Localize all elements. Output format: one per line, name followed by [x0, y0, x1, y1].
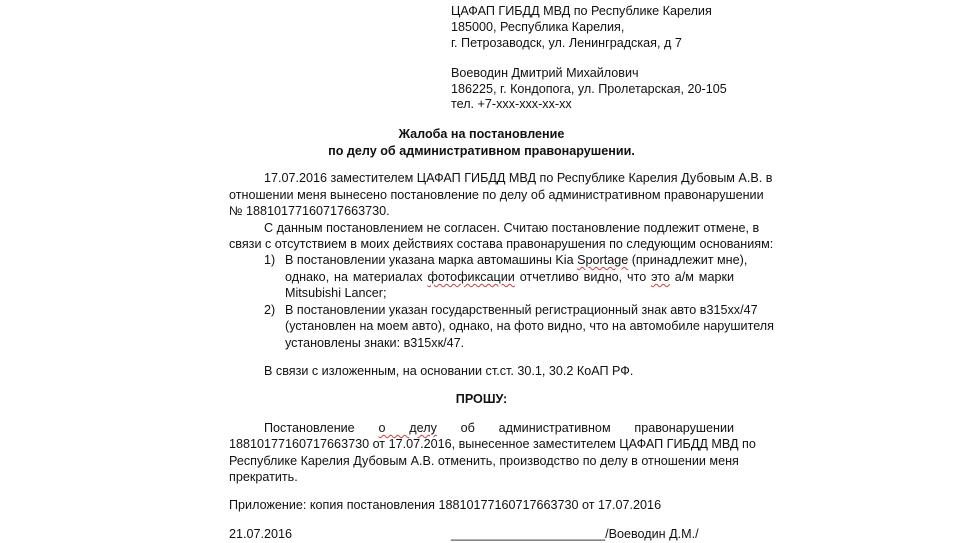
spell-underline: это — [651, 270, 670, 284]
item2-line-3: установлены знаки: в315хк/47. — [285, 336, 465, 350]
item1-number: 1) — [264, 253, 276, 267]
item1-line-2: однако, на материалах фотофиксации отчетливо видно, что это а/м марки — [285, 270, 735, 284]
sender-address: 186225, г. Кондопога, ул. Пролетарская, 20-105 — [451, 82, 727, 96]
title-line-1: Жалоба на постановление — [398, 127, 565, 141]
item2-number: 2) — [264, 303, 276, 317]
sender-name: Воеводин Дмитрий Михайлович — [451, 66, 639, 80]
para2-line-2: связи с отсутствием в моих действиях состава правонарушения по следующим основаниям: — [229, 237, 774, 251]
request-line-1: Постановление о делу об административном правонарушении — [264, 421, 735, 435]
recipient-address: г. Петрозаводск, ул. Ленинградская, д 7 — [451, 36, 682, 50]
recipient-postal: 185000, Республика Карелия, — [451, 20, 625, 34]
recipient-org: ЦАФАП ГИБДД МВД по Республике Карелия — [451, 4, 712, 18]
request-line-3: Республике Карелия Дубовым А.В. отменить, производство по делу в отношении меня — [229, 454, 739, 468]
request-line-2: 18810177160717663730 от 17.07.2016, вынесенное заместителем ЦАФАП ГИБДД МВД по — [229, 437, 756, 451]
attachment-text: Приложение: копия постановления 18810177160717663730 от 17.07.2016 — [229, 498, 662, 512]
request-heading: ПРОШУ: — [455, 392, 508, 406]
item2-line-1: В постановлении указан государственный регистрационный знак авто в315хх/47 — [285, 303, 758, 317]
spell-underline: фотофиксации — [427, 270, 515, 284]
para1-line-3: № 18810177160717663730. — [229, 204, 390, 218]
spell-underline: о делу — [378, 421, 437, 435]
para2-line-1: С данным постановлением не согласен. Считаю постановление подлежит отмене, в — [264, 221, 760, 235]
item1-line-1: В постановлении указана марка автомашины Kia Sportage (принадлежит мне), — [285, 253, 748, 267]
item1-line-3: Mitsubishi Lancer; — [285, 286, 387, 300]
signature-line: ______________________/Воеводин Д.М./ — [451, 527, 699, 541]
para1-line-1: 17.07.2016 заместителем ЦАФАП ГИБДД МВД по Республике Карелия Дубовым А.В. в — [264, 171, 773, 185]
signature-name: /Воеводин Д.М./ — [605, 527, 699, 541]
item2-line-2: (установлен на моем авто), однако, на фото видно, что на автомобиле нарушителя — [285, 319, 774, 333]
sender-phone: тел. +7-xxx-xxx-xx-xx — [451, 97, 572, 111]
title-line-2: по делу об административном правонарушении. — [328, 144, 635, 158]
footer-date: 21.07.2016 — [229, 527, 293, 541]
para1-line-2: отношении меня вынесено постановление по делу об административном правонарушении — [229, 188, 764, 202]
request-line-4: прекратить. — [229, 470, 298, 484]
spell-underline: Sportage — [577, 253, 629, 267]
basis-text: В связи с изложенным, на основании ст.ст. 30.1, 30.2 КоАП РФ. — [264, 364, 634, 378]
